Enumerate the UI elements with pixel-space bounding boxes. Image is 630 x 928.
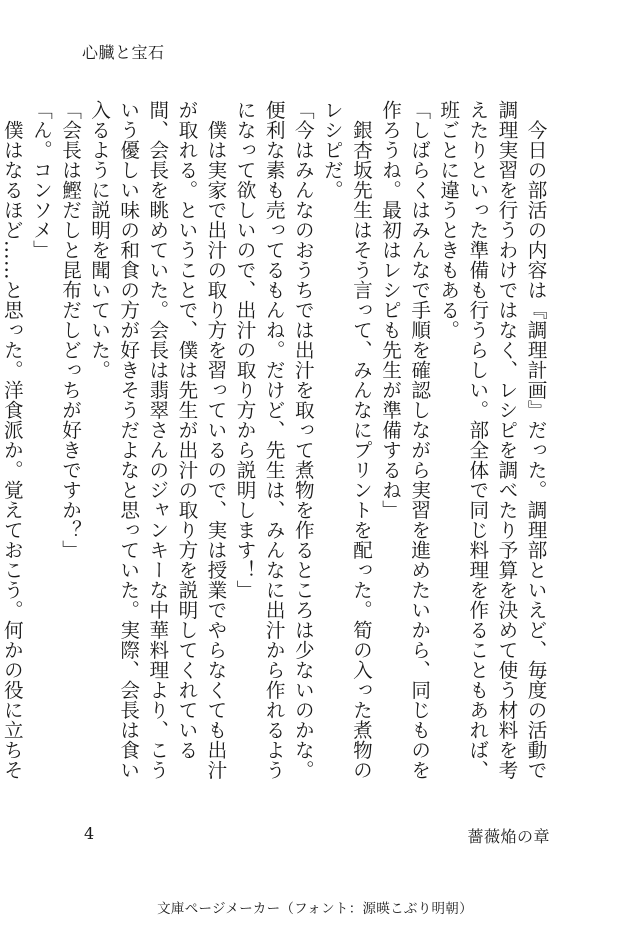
paragraph: 「ん。コンソメ」 <box>29 100 53 260</box>
chapter-title: 薔薇焔の章 <box>467 827 550 846</box>
paragraph: 銀杏坂先生はそう言って、みんなにプリントを配った。筍の入った煮物のレシピだ。 <box>320 100 373 780</box>
paragraph: 「会長は鰹だしと昆布だしどっちが好きですか？」 <box>58 100 82 560</box>
paragraph: 僕はなるほど……と思った。洋食派か。覚えておこう。何かの役に立ちそ <box>0 119 24 780</box>
paragraph: 今日の部活の内容は『調理計画』だった。調理部といえど、毎度の活動で調理実習を行うわけではなく、レシピを調べたり予算を決めて使う材料を考えたりといった準備も行うらしい。部全体で同じ料理を作ることもあれば、班ごとに違うときもある。 <box>436 100 547 780</box>
body-text <box>0 100 550 790</box>
paragraph: 「しばらくはみんなで手順を確認しながら実習を進めたいから、同じものを作ろうね。最初はレシピも先生が準備するね」 <box>378 100 431 780</box>
page-number: 4 <box>84 824 95 843</box>
paragraph: 僕は実家で出汁の取り方を習っているので、実は授業でやらなくても出汁が取れる。ということで、僕は先生が出汁の取り方を説明してくれている間、会長を眺めていた。会長は翡翠さんのジャンキーな中華料理より、こういう優しい味の和食の方が好きそうだよなと思っていた。実際、会長は食い入るように説明を聞いていた。 <box>87 100 227 780</box>
footer-credit: 文庫ページメーカー（フォント：源暎こぶり明朝） <box>157 901 473 917</box>
running-title: 心臓と宝石 <box>82 43 165 62</box>
paragraph: 「今はみんなのおうちでは出汁を取って煮物を作るところは少ないのかな。便利な素も売ってるもんね。だけど、先生は、みんなに出汁から作れるようになって欲しいので、出汁の取り方から説明します！」 <box>233 100 315 780</box>
